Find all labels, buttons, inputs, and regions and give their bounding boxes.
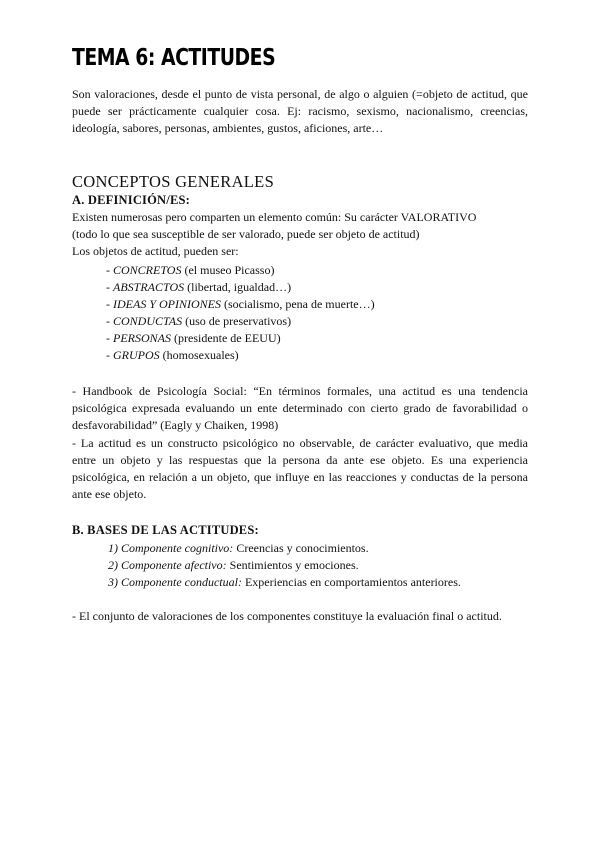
object-example: (homosexuales) — [162, 348, 239, 362]
list-item: - CONDUCTAS (uso de preservativos) — [106, 314, 292, 328]
list-item — [108, 557, 461, 574]
handbook-paragraph: - Handbook de Psicología Social: “En términos formales, una actitud es una tendencia psicológica expresada evaluando un ente determinado con cierto grado de favorabilidad o desfavorabilidad” (Eagly y Chaiken, 1998) — [72, 384, 528, 432]
component-label: 1) Componente cognitivo: — [108, 541, 234, 555]
closing-paragraph: - El conjunto de valoraciones de los componentes constituye la evaluación final o actitud. — [72, 609, 502, 623]
list-item: - PERSONAS (presidente de EEUU) — [106, 331, 281, 345]
definition-line-3: Los objetos de actitud, pueden ser: — [72, 244, 239, 258]
definition-line-2: (todo lo que sea susceptible de ser valorado, puede ser objeto de actitud) — [72, 227, 420, 241]
attitude-objects-list — [106, 262, 375, 364]
list-item: - CONCRETOS (el museo Picasso) — [106, 263, 275, 277]
list-item — [108, 540, 461, 557]
components-list — [108, 540, 461, 591]
bases-heading: B. BASES DE LAS ACTITUDES: — [72, 523, 259, 537]
object-example: (presidente de EEUU) — [174, 331, 281, 345]
list-item — [108, 574, 461, 591]
object-term: ABSTRACTOS — [113, 280, 185, 294]
object-term: GRUPOS — [113, 348, 160, 362]
list-item: - IDEAS Y OPINIONES (socialismo, pena de muerte…) — [106, 297, 375, 311]
object-example: (el museo Picasso) — [184, 263, 275, 277]
object-example: (uso de preservativos) — [185, 314, 292, 328]
component-label: 3) Componente conductual: — [108, 575, 242, 589]
definition-heading: A. DEFINICIÓN/ES: — [72, 193, 190, 207]
component-text: Creencias y conocimientos. — [236, 541, 369, 555]
object-example: (socialismo, pena de muerte…) — [224, 297, 375, 311]
construct-paragraph: - La actitud es un constructo psicológico no observable, de carácter evaluativo, que media entre un objeto y las respuestas que la persona da ante ese objeto. Es una experiencia psicológica, en relación a un objeto, que influye en las reacciones y conductas de la persona ante ese objeto. — [72, 436, 528, 501]
page-title: TEMA 6: ACTITUDES — [72, 45, 276, 71]
component-text: Experiencias en comportamientos anteriores. — [244, 575, 461, 589]
object-term: CONCRETOS — [113, 263, 182, 277]
object-term: IDEAS Y OPINIONES — [113, 297, 221, 311]
section-title: CONCEPTOS GENERALES — [72, 172, 275, 191]
definition-line-1: Existen numerosas pero comparten un elemento común: Su carácter VALORATIVO — [72, 210, 477, 224]
list-item: - ABSTRACTOS (libertad, igualdad…) — [106, 280, 292, 294]
component-text: Sentimientos y emociones. — [229, 558, 359, 572]
object-example: (libertad, igualdad…) — [187, 280, 292, 294]
list-item: - GRUPOS (homosexuales) — [106, 348, 239, 362]
object-term: PERSONAS — [113, 331, 171, 345]
object-term: CONDUCTAS — [113, 314, 183, 328]
component-label: 2) Componente afectivo: — [108, 558, 227, 572]
intro-paragraph: Son valoraciones, desde el punto de vista personal, de algo o alguien (=objeto de actitud, que puede ser prácticamente cualquier cosa. Ej: racismo, sexismo, nacionalismo, creencias, ideología, sabores, personas, ambientes, gustos, aficiones, arte… — [72, 87, 528, 135]
